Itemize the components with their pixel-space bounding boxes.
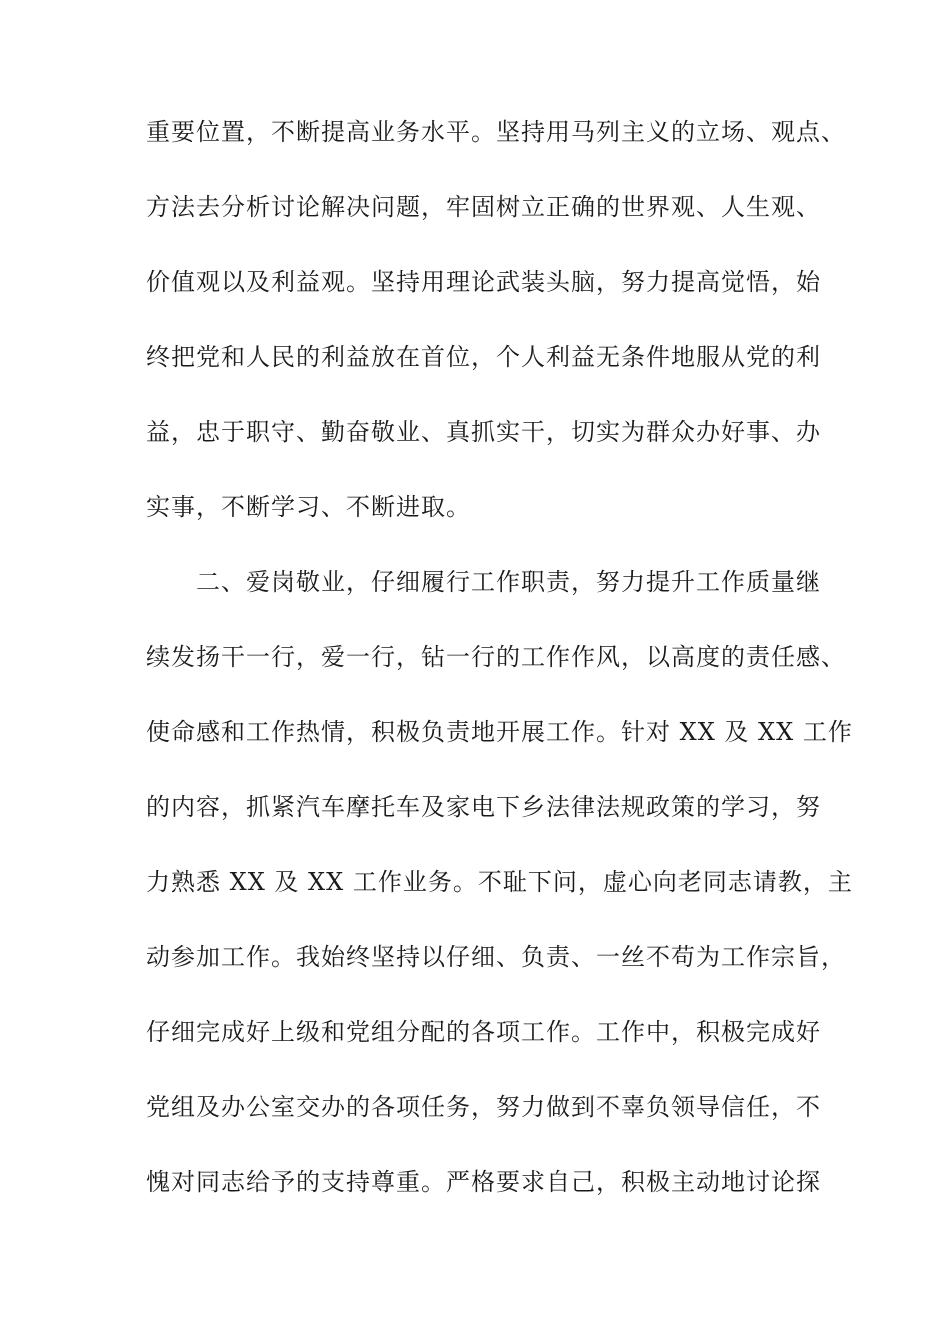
text-line: 愧对同志给予的支持尊重。严格要求自己，积极主动地讨论探: [146, 1168, 821, 1196]
text-line: 价值观以及利益观。坚持用理论武装头脑，努力提高觉悟，始: [146, 268, 821, 296]
text-line: 实事，不断学习、不断进取。: [146, 493, 471, 521]
text-line: 党组及办公室交办的各项任务，努力做到不辜负领导信任，不: [146, 1093, 821, 1121]
text-line: 二、爱岗敬业，仔细履行工作职责，努力提升工作质量继: [146, 568, 821, 596]
text-line: 动参加工作。我始终坚持以仔细、负责、一丝不苟为工作宗旨，: [146, 943, 846, 971]
text-line: 的内容，抓紧汽车摩托车及家电下乡法律法规政策的学习，努: [146, 793, 821, 821]
text-line: 使命感和工作热情，积极负责地开展工作。针对 XX 及 XX 工作: [146, 718, 853, 746]
text-line: 终把党和人民的利益放在首位，个人利益无条件地服从党的利: [146, 343, 821, 371]
text-line: 续发扬干一行，爱一行，钻一行的工作作风，以高度的责任感、: [146, 643, 846, 671]
document-body: [146, 110, 853, 1235]
text-line: 力熟悉 XX 及 XX 工作业务。不耻下问，虚心向老同志请教，主: [146, 868, 853, 896]
text-line: 重要位置，不断提高业务水平。坚持用马列主义的立场、观点、: [146, 118, 846, 146]
text-line: 仔细完成好上级和党组分配的各项工作。工作中，积极完成好: [146, 1018, 821, 1046]
text-line: 益，忠于职守、勤奋敬业、真抓实干，切实为群众办好事、办: [146, 418, 821, 446]
text-line: 方法去分析讨论解决问题，牢固树立正确的世界观、人生观、: [146, 193, 821, 221]
